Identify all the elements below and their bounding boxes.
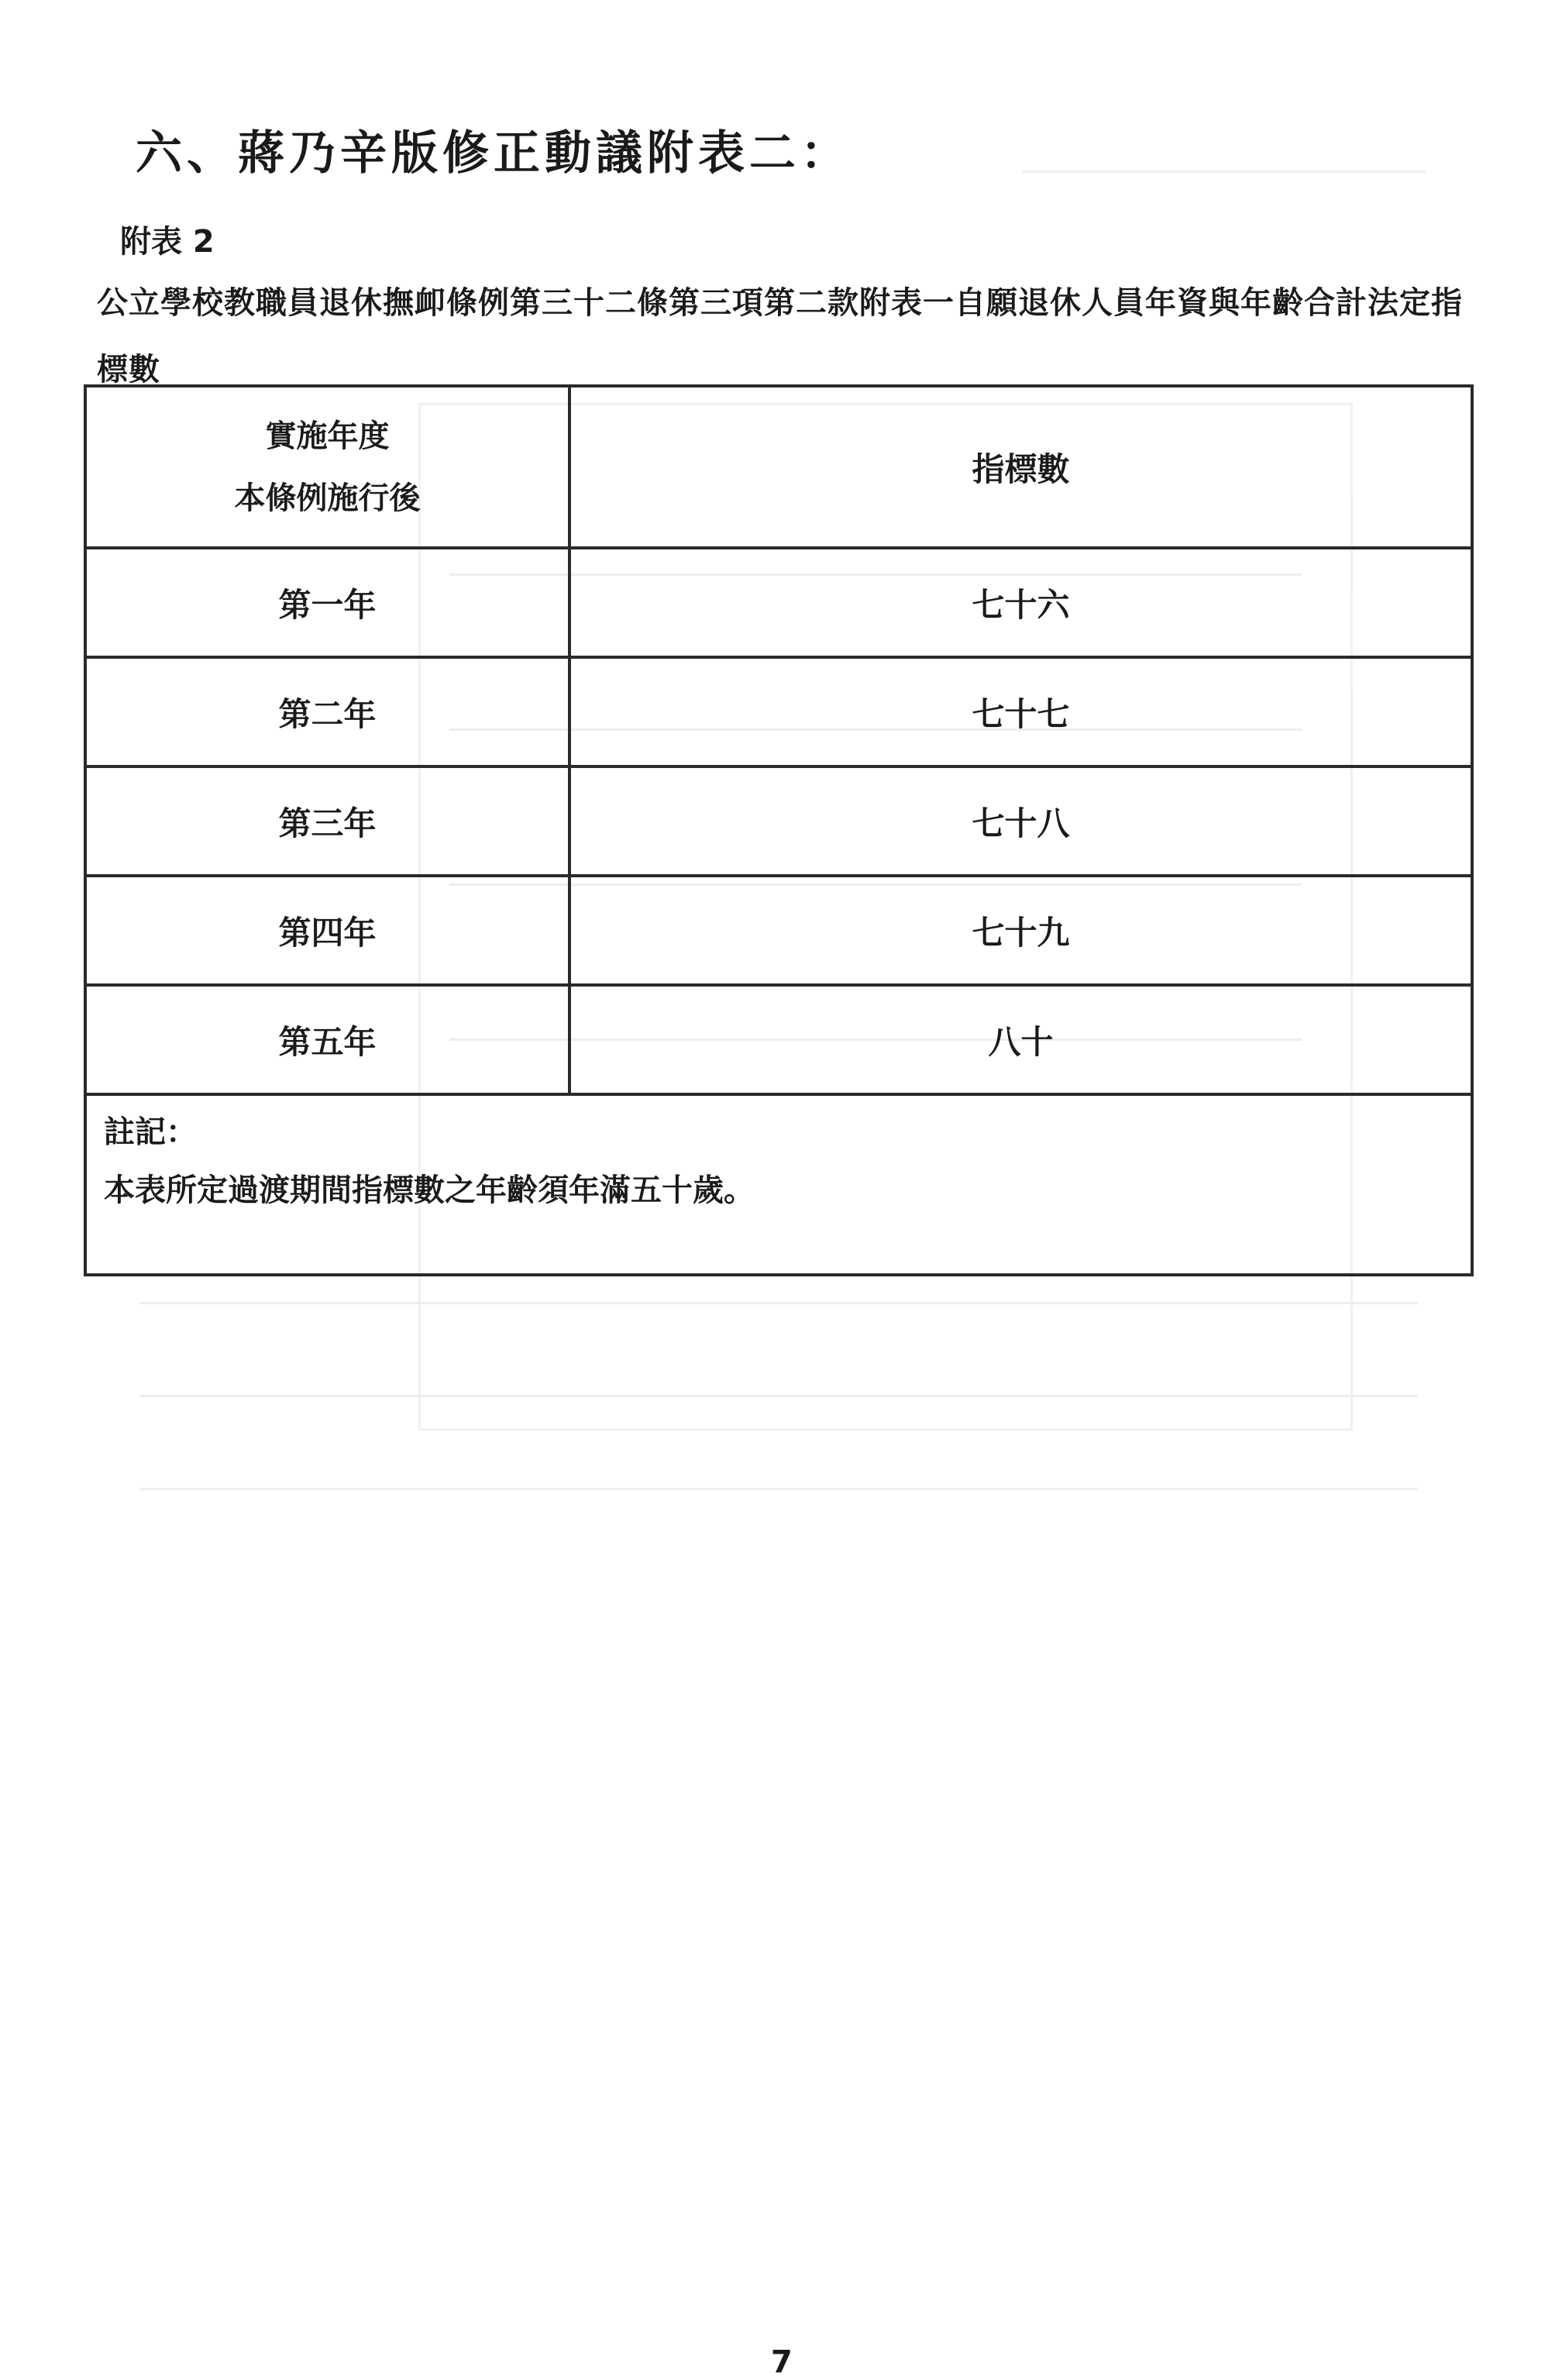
note-cell	[85, 1094, 1472, 1275]
index-cell: 七十八	[569, 766, 1472, 876]
note-text: 本表所定過渡期間指標數之年齡須年滿五十歲。	[104, 1173, 755, 1208]
index-table	[84, 384, 1474, 1276]
index-cell: 八十	[569, 985, 1472, 1094]
table-row	[85, 876, 1472, 985]
header-year-line2: 本條例施行後	[234, 480, 421, 516]
year-cell: 第五年	[85, 985, 569, 1094]
header-index-cell: 指標數	[569, 386, 1472, 548]
index-cell: 七十七	[569, 657, 1472, 766]
page-number: 7	[771, 2344, 793, 2380]
header-year-line1: 實施年度	[265, 418, 390, 454]
table-note-row	[85, 1094, 1472, 1275]
year-cell: 第二年	[85, 657, 569, 766]
table-title: 公立學校教職員退休撫卹條例第三十二條第三項第二款附表一自願退休人員年資與年齡合計法定指標數	[97, 285, 1463, 387]
table-row	[85, 985, 1472, 1094]
note-label: 註記：	[104, 1114, 197, 1150]
table-row	[85, 766, 1472, 876]
year-cell: 第三年	[85, 766, 569, 876]
table-caption: 附表 2	[120, 224, 215, 260]
year-cell: 第一年	[85, 548, 569, 657]
table-header-row	[85, 386, 1472, 548]
table-row	[85, 657, 1472, 766]
page-heading: 六、蔣乃辛版修正動議附表二：	[136, 126, 851, 181]
index-cell: 七十六	[569, 548, 1472, 657]
table-row	[85, 548, 1472, 657]
header-year-cell	[85, 386, 569, 548]
index-cell: 七十九	[569, 876, 1472, 985]
year-cell: 第四年	[85, 876, 569, 985]
